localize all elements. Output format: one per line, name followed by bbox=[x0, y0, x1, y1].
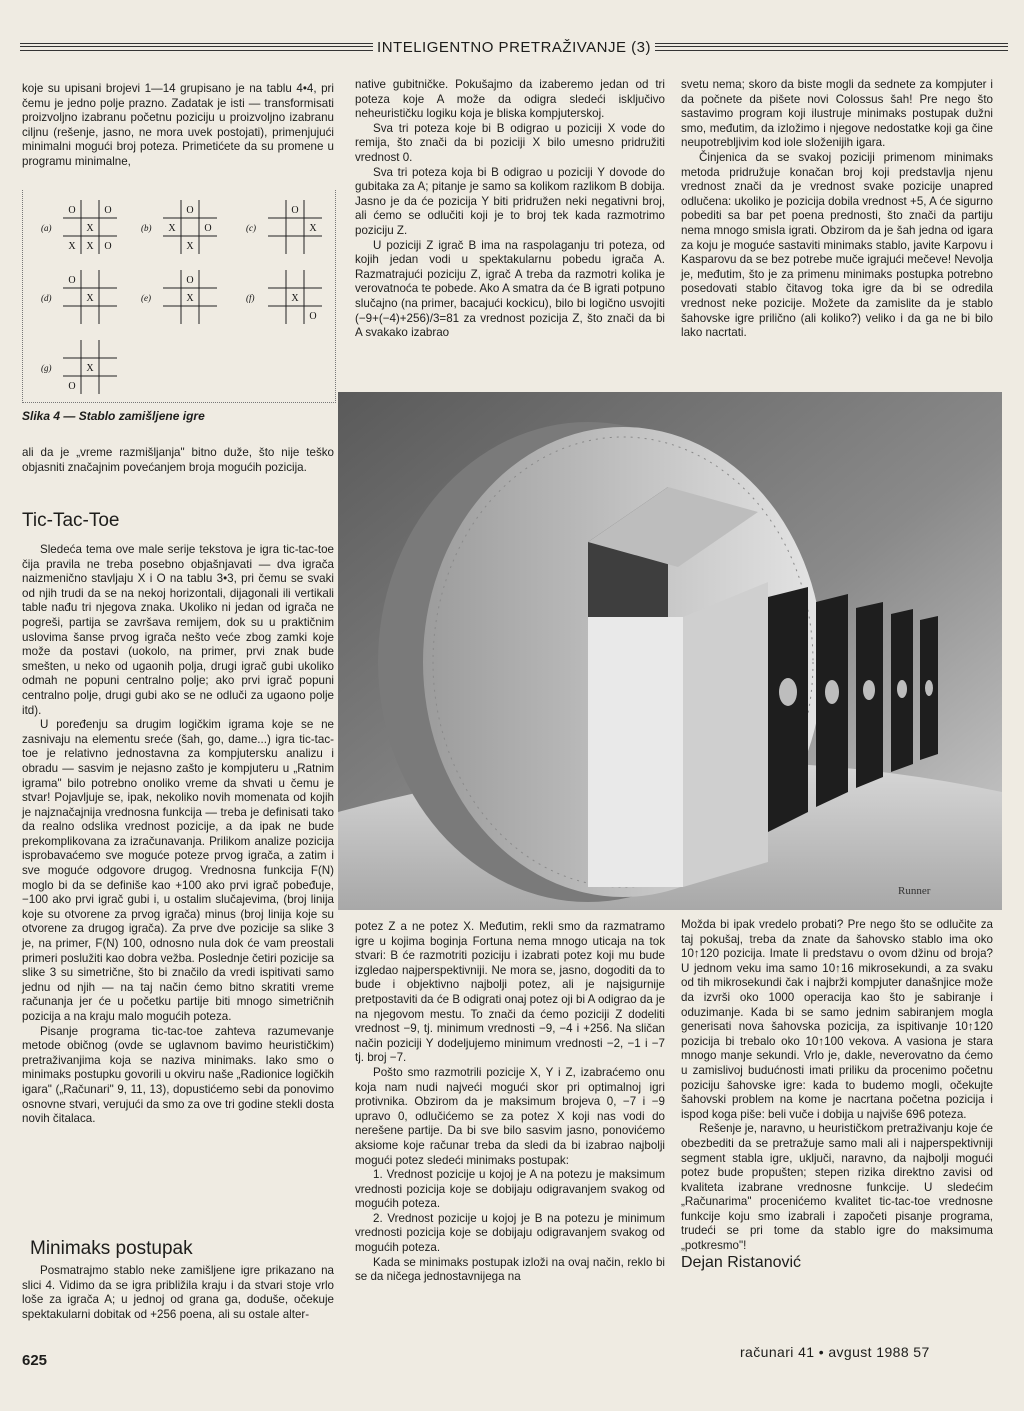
column-1-top bbox=[22, 82, 334, 170]
paragraph: Pisanje programa tic-tac-toe zahteva razumevanje metode običnog (ovde se uglavnom bavimo heurističkim) pretraživanjima koja se naziva minimaks. Iako smo o minimaks postupku govorili u okviru naše „Radionice logičkih igara" („Računari" 9, 11, 13), dopustićemo sebi da ponovimo osnovne stvari, verujući da smo za ove tri godine stekli dosta novih čitalaca. bbox=[22, 1024, 334, 1126]
photo-signature: Runner bbox=[898, 885, 931, 897]
board-mark: X bbox=[86, 223, 94, 234]
page-header bbox=[20, 36, 1008, 58]
author-name: Dejan Ristanović bbox=[681, 1253, 802, 1271]
board-mark: X bbox=[309, 223, 317, 234]
tic-tac-toe-board bbox=[141, 270, 217, 324]
board-mark: O bbox=[104, 205, 112, 216]
board-label: (a) bbox=[41, 223, 52, 233]
board-mark: O bbox=[68, 275, 76, 286]
board-mark: O bbox=[204, 223, 212, 234]
header-title: INTELIGENTNO PRETRAŽIVANJE (3) bbox=[377, 38, 651, 56]
board-label: (d) bbox=[41, 293, 52, 303]
board-label: (f) bbox=[246, 293, 255, 303]
board-mark: X bbox=[168, 223, 176, 234]
section-title-tic-tac-toe: Tic-Tac-Toe bbox=[22, 510, 120, 531]
board-mark: O bbox=[68, 381, 76, 392]
board-mark: X bbox=[86, 241, 94, 252]
tic-tac-toe-board bbox=[141, 200, 217, 254]
paragraph: native gubitničke. Pokušajmo da izaberemo jedan od tri poteza koje A može da odigra sledeći isključivo neheurističku logiku koja je bliska kompjuterskoj. bbox=[355, 78, 665, 121]
board-label: (c) bbox=[246, 223, 256, 233]
board-mark: X bbox=[186, 293, 194, 304]
tic-tac-toe-board bbox=[41, 270, 117, 324]
column-2-bottom bbox=[355, 920, 665, 1285]
paragraph: U poziciji Z igrač B ima na raspolaganju tri poteza, od kojih jedan vodi u spektakularnu pobedu igrača A. Razmatrajući poziciju Z, igrač A treba da razmotri kolika je verovatnoća te pobede. Ako A smatra da će B igrati potpuno slučajno (na primer, bacajući kockicu), bilo bi logično usvojiti (−9+(−4)+256)/3=81 za vrednost pozicija Z, što znači da bi A svakako izabrao bbox=[355, 238, 665, 340]
paragraph: Možda bi ipak vredelo probati? Pre nego što se odlučite za taj pokušaj, treba da znate da šahovsko stablo ima oko 10↑120 pozicija. Imate li predstavu o ovom džinu od broja? U jednom veku ima samo 10↑16 mikrosekundi, a za svaku od tih mikrosekundi čak i najbrži kompjuter današnjice može da izvrši oko 1000 operacija kao što je sabiranje i oduzimanje. Kada bi se samo jednim sabiranjem mogla generisati nova šahovska pozicija, za ispitivanje 10↑120 pozicija bi trebalo oko 10↑100 vekova. A vasiona je stara mnogo manje sekundi. Vrlo je, dakle, neverovatno da ćemo u zamislivoj budućnosti imati priliku da procenimo početnu poziciju šahovske igre: kada to budemo mogli, očekujte šahovski problem na kome je nacrtana početna pozicija i ispod koga piše: beli vuče i dobija u najviše 696 poteza. bbox=[681, 918, 993, 1121]
paragraph: Kada se minimaks postupak izloži na ovaj način, reklo bi se da ničega jednostavnijega na bbox=[355, 1255, 665, 1284]
game-tree-diagram bbox=[23, 190, 335, 402]
figure-caption: Slika 4 — Stablo zamišljene igre bbox=[22, 409, 205, 423]
paragraph: Pošto smo razmotrili pozicije X, Y i Z, izabraćemo onu koja nam nudi najveći mogući skor pri optimalnoj igri protivnika. Obzirom da je maksimum brojeva 0, −7 i −9 upravo 0, odlučićemo se za potez X koji nas vodi do nerešene partije. Da bi sve bilo sasvim jasno, ponovićemo aksiome koje računar treba da sledi da bi izabrao najbolji mogući potez sledeći minimaks postupak: bbox=[355, 1065, 665, 1167]
column-3-top bbox=[681, 78, 993, 341]
column-1-end bbox=[22, 1264, 334, 1322]
board-mark: O bbox=[186, 275, 194, 286]
board-mark: X bbox=[86, 293, 94, 304]
paragraph: potez Z a ne potez X. Međutim, rekli smo da razmatramo igre u kojima boginja Fortuna nema mnogo uticaja na tok stvari: B će razmotriti poziciju i izabrati potez koji mu bude izgledao najperspektivniji. Ne mora se, jasno, dogoditi da to bude i objektivno najbolji potez, ali je najsigurnije pretpostaviti da će B odigrati onaj potez oji bi A odigrao da je na njegovom mestu. To znači da ćemo poziciji Z dodeliti vrednost −9, tj. minimum vrednosti −9, −4 i +256. Na sličan način poziciji Y dodeljujemo minimum vrednosti −2, −1 i −7 tj. broj −7. bbox=[355, 920, 666, 1065]
paragraph: Sva tri poteza koja bi B odigrao u poziciji Y dovode do gubitaka za A; pitanje je samo sa kolikom razlikom B dobija. Jasno je da će pozicija Y biti pridružen neki negativni broj, ali ćemo se odlučiti koji je to broj tek kada razmotrimo poziciju Z. bbox=[355, 165, 665, 237]
column-2-top bbox=[355, 78, 665, 341]
column-1-mid bbox=[22, 446, 334, 475]
game-tree-figure bbox=[22, 190, 336, 403]
page-number: 625 bbox=[22, 1352, 48, 1369]
section-title-minimaks: Minimaks postupak bbox=[30, 1238, 193, 1259]
header-rule-right bbox=[655, 43, 1008, 51]
header-rule-left bbox=[20, 43, 373, 51]
board-mark: X bbox=[291, 293, 299, 304]
board-label: (b) bbox=[141, 223, 152, 233]
board-mark: O bbox=[291, 205, 299, 216]
tic-tac-toe-board bbox=[41, 340, 117, 394]
board-label: (e) bbox=[141, 293, 151, 303]
paragraph: U poređenju sa drugim logičkim igrama koje se ne zasnivaju na elementu sreće (šah, go, dame...) igra tic-tac-toe je relativno jednostavna za kompjutersku analizu i obradu — sasvim je nejasno zašto je kompjuteru u „Ratnim igrama" bilo potrebno onoliko vreme da shvati u čemu je stvar! Pojavljuje se, ipak, nekoliko novih momenata od kojih je najznačajnija vrednosna funkcija — treba je definisati tako da realno odslika vrednost pozicije, a da ipak ne bude prekomplikovana za izračunavanja. Prilikom analize pozicija isprobavaćemo sve moguće poteze prvog igrača, a zatim i sve moguće odgovore drugog. Vrednosna funkcija F(N) moglo bi da se definiše kao +100 ako prvi igrač pobeđuje, −100 ako prvi igrač gubi i, u ostalim slučajevima, (broj linija koje su otvorene za prvog igrača) minus (broj linija koje su otvorene za drugog igrača). Za prve dve pozicije sa slike 3 je, na primer, F(N) 100, odnosno nula dok će vam preostali primeri poslužiti kao dobra vežba. Poslednje četiri pozicije sa slike 3 su simetrične, što bi značilo da vredi ispitivati samo jednu od njih — na taj način ćemo bitno skratiti vreme računanja jer će u početku partije biti mnogo simetričnih pozicija a na kraju malo mogućih poteza. bbox=[22, 718, 334, 1023]
disc-illustration bbox=[338, 392, 1002, 910]
tic-tac-toe-board bbox=[246, 200, 322, 254]
board-label: (g) bbox=[41, 363, 52, 373]
board-mark: X bbox=[86, 363, 94, 374]
board-mark: O bbox=[309, 311, 317, 322]
paragraph: Sledeća tema ove male serije tekstova je igra tic-tac-toe čija pravila ne treba posebno objašnjavati — dva igrača naizmenično stavljaju X i O na tablu 3•3, pri čemu se svaki od njih trudi da se na nekoj horizontali, dijagonali ili vertikali table nađu tri njegova znaka. Ukoliko ni jedan od igrača ne pogreši, partija se završava remijem, dok su u praktičnim uslovima šanse prvog igrača nešto veće zbog zamki koje može da postavi (uokolo, na primer, prvi znak bude smešten, u neko od ugaonih polja, drugi igrač gubi ukoliko odmah ne popuni centralno polje; ako prvi igrač popuni centralno polje, drugi gubi ako se ne odluči za ugaono polje itd). bbox=[22, 543, 334, 717]
board-mark: X bbox=[68, 241, 76, 252]
board-mark: O bbox=[104, 241, 112, 252]
illustration-photo bbox=[338, 392, 1002, 910]
paragraph: Posmatrajmo stablo neke zamišljene igre prikazano na slici 4. Vidimo da se igra približila kraju i da stvari stoje vrlo loše za igrača A; u jednoj od grana ga, doduše, očekuje spektakularni dobitak od +256 poena, ali su ostale alter- bbox=[22, 1264, 334, 1321]
tic-tac-toe-board bbox=[246, 270, 322, 324]
board-mark: O bbox=[68, 205, 76, 216]
paragraph: svetu nema; skoro da biste mogli da sednete za kompjuter i da počnete da pišete novi Colossus šah! Pre nego što sastavimo program koji ilustruje minimaks postupak dužni smo, međutim, da izložimo i njegove nedostatke koji ga čine neupotrebljivim kod iole složenijih igara. bbox=[681, 78, 993, 150]
footer-issue: računari 41 • avgust 1988 57 bbox=[740, 1344, 930, 1360]
paragraph: Sva tri poteza koje bi B odigrao u poziciji X vode do remija, što znači da bi poziciji X bilo umesno pridružiti vrednost 0. bbox=[355, 121, 665, 164]
paragraph: koje su upisani brojevi 1—14 grupisano je na tablu 4•4, pri čemu je jedno polje prazno. Zadatak je isti — transformisati proizvoljno izabranu početnu poziciju u proizvoljno izabranu ciljnu (rešenje, jasno, ne mora uvek postojati), primenjujući minimalni mogući broj poteza. Primetićete da su promene u programu minimalne, bbox=[22, 82, 334, 168]
paragraph: Rešenje je, naravno, u heurističkom pretraživanju koje će obezbediti da se pretražuje samo mali ali i najperspektivniji segment stabla igre, uključi, naravno, da najbolji mogući potez bude propušten; stepen rizika direktno zavisi od kvaliteta izabrane vrednosne funkcije. U sledećim „Računarima" procenićemo kvalitet tic-tac-toe vrednosne funkcije koju smo izabrali i započeti pisanje programa, trudeći se pri tome da stablo igre do maksimuma „potkresmo"! bbox=[681, 1122, 993, 1253]
column-1-body bbox=[22, 543, 334, 1127]
paragraph: Činjenica da se svakoj poziciji primenom minimaks metoda pridružuje konačan broj koji predstavlja njenu vrednost znači da je vrednost svake pozicije unapred odlučena: ukoliko je pozicija dobila vrednost +5, A će sigurno pobediti sa bar pet poena prednosti, što znači da partiju nema mnogo smisla igrati. Obzirom da je šah jedna od igara za koju je moguće sastaviti minimaks stablo, javite Karpovu i Kasparovu da se bez potrebe muče igrajući mečeve! Nevolja je, međutim, što je za primenu minimaks postupka potrebno posedovati stablo čitavog toka igre da bi se odredila vrednost neke pozicije. Možete da zamislite da je stablo šahovske igre prilično (ali koliko?) veliko i da ga ne bi bilo lako nacrtati. bbox=[681, 150, 993, 340]
board-mark: O bbox=[186, 205, 194, 216]
column-3-bottom bbox=[681, 918, 993, 1270]
paragraph: 1. Vrednost pozicije u kojoj je A na potezu je maksimum vrednosti pozicija koje se dobijaju odigravanjem svakog od mogućih poteza. bbox=[355, 1168, 665, 1211]
paragraph: ali da je „vreme razmišljanja" bitno duže, što nije teško objasniti značajnim povećanjem broja mogućih pozicija. bbox=[22, 446, 334, 474]
tic-tac-toe-board bbox=[41, 200, 117, 254]
paragraph: 2. Vrednost pozicije u kojoj je B na potezu je minimum vrednosti pozicija koje se dobijaju odigravanjem svakog od mogućih poteza. bbox=[355, 1211, 665, 1255]
board-mark: X bbox=[186, 241, 194, 252]
